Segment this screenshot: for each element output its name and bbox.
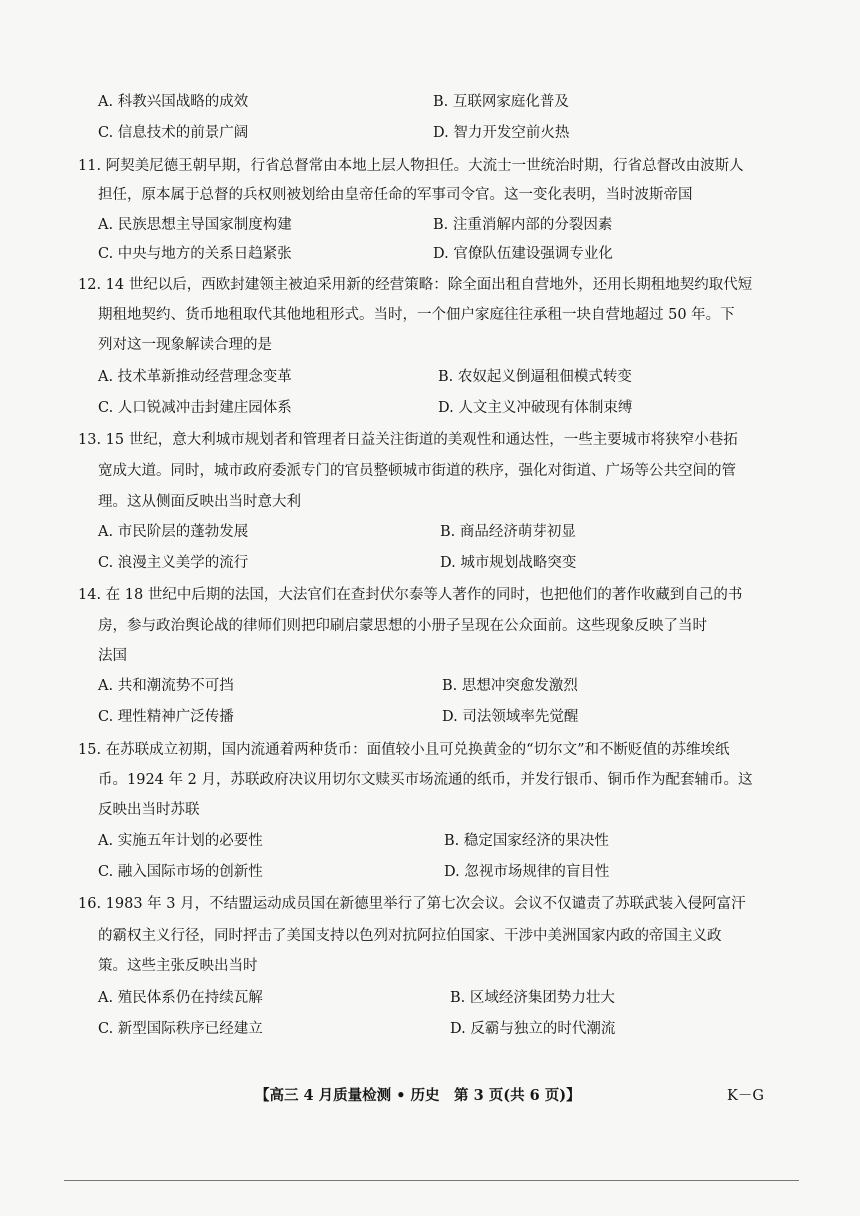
prev-option-c: C. 信息技术的前景广阔: [98, 125, 249, 141]
question-stem-line: 14. 在 18 世纪中后期的法国，大法官们在查封伏尔泰等人著作的同时，也把他们的著作收藏到自己的书: [78, 587, 743, 603]
option-c: C. 浪漫主义美学的流行: [98, 555, 249, 571]
option-c: C. 融入国际市场的创新性: [98, 864, 263, 880]
question-stem-line: 担任，原本属于总督的兵权则被划给由皇帝任命的军事司令官。这一变化表明，当时波斯帝国: [98, 187, 693, 203]
option-b: B. 农奴起义倒逼租佃模式转变: [438, 369, 632, 385]
option-d: D. 司法领域率先觉醒: [442, 709, 579, 725]
page-footer: 【高三 4 月质量检测 • 历史 第 3 页(共 6 页)】: [255, 1087, 581, 1104]
question-stem-line: 理。这从侧面反映出当时意大利: [98, 494, 301, 510]
prev-option-b: B. 互联网家庭化普及: [433, 94, 569, 110]
question-stem-line: 宽成大道。同时，城市政府委派专门的官员整顿城市街道的秩序，强化对街道、广场等公共空间的管: [98, 463, 736, 479]
option-c: C. 理性精神广泛传播: [98, 709, 234, 725]
exam-code: K－G: [727, 1088, 764, 1104]
option-b: B. 商品经济萌芽初显: [440, 524, 576, 540]
option-d: D. 忽视市场规律的盲目性: [444, 864, 610, 880]
question-stem-line: 12. 14 世纪以后，西欧封建领主被迫采用新的经营策略：除全面出租自营地外，还用长期租地契约取代短: [78, 277, 753, 293]
option-d: D. 反霸与独立的时代潮流: [450, 1021, 616, 1037]
prev-option-d: D. 智力开发空前火热: [433, 125, 570, 141]
question-stem-line: 15. 在苏联成立初期，国内流通着两种货币：面值较小且可兑换黄金的“切尔文”和不断贬值的苏维埃纸: [78, 742, 730, 758]
option-a: A. 市民阶层的蓬勃发展: [98, 524, 249, 540]
option-c: C. 新型国际秩序已经建立: [98, 1021, 263, 1037]
option-a: A. 殖民体系仍在持续瓦解: [98, 990, 263, 1006]
question-stem-line: 法国: [98, 648, 127, 664]
option-d: D. 官僚队伍建设强调专业化: [433, 246, 613, 262]
option-b: B. 思想冲突愈发激烈: [442, 678, 578, 694]
option-a: A. 技术革新推动经营理念变革: [98, 369, 292, 385]
question-stem-line: 13. 15 世纪，意大利城市规划者和管理者日益关注街道的美观性和通达性，一些主要城市将狭窄小巷拓: [78, 432, 738, 448]
option-c: C. 人口锐减冲击封建庄园体系: [98, 400, 292, 416]
question-stem-line: 11. 阿契美尼德王朝早期，行省总督常由本地上层人物担任。大流士一世统治时期，行省总督改由波斯人: [78, 158, 744, 174]
option-d: D. 城市规划战略突变: [440, 555, 577, 571]
question-stem-line: 房，参与政治舆论战的律师们则把印刷启蒙思想的小册子呈现在公众面前。这些现象反映了当时: [98, 618, 707, 634]
question-stem-line: 的霸权主义行径，同时抨击了美国支持以色列对抗阿拉伯国家、干涉中美洲国家内政的帝国主义政: [98, 928, 722, 944]
option-d: D. 人文主义冲破现有体制束缚: [438, 400, 633, 416]
option-a: A. 实施五年计划的必要性: [98, 833, 263, 849]
question-stem-line: 策。这些主张反映出当时: [98, 958, 258, 974]
question-stem-line: 16. 1983 年 3 月，不结盟运动成员国在新德里举行了第七次会议。会议不仅谴责了苏联武装入侵阿富汗: [78, 896, 746, 912]
scan-edge-line: [64, 1180, 799, 1181]
question-stem-line: 币。1924 年 2 月，苏联政府决议用切尔文赎买市场流通的纸币，并发行银币、铜币作为配套辅币。这: [98, 772, 753, 788]
question-stem-line: 列对这一现象解读合理的是: [98, 337, 272, 353]
option-b: B. 注重消解内部的分裂因素: [433, 217, 613, 233]
question-stem-line: 反映出当时苏联: [98, 802, 200, 818]
option-a: A. 共和潮流势不可挡: [98, 678, 234, 694]
question-stem-line: 期租地契约、货币地租取代其他地租形式。当时，一个佃户家庭往往承租一块自营地超过 50 年。下: [98, 307, 735, 323]
option-b: B. 稳定国家经济的果决性: [444, 833, 609, 849]
prev-option-a: A. 科教兴国战略的成效: [98, 94, 249, 110]
option-a: A. 民族思想主导国家制度构建: [98, 217, 292, 233]
option-c: C. 中央与地方的关系日趋紧张: [98, 246, 292, 262]
option-b: B. 区域经济集团势力壮大: [450, 990, 615, 1006]
